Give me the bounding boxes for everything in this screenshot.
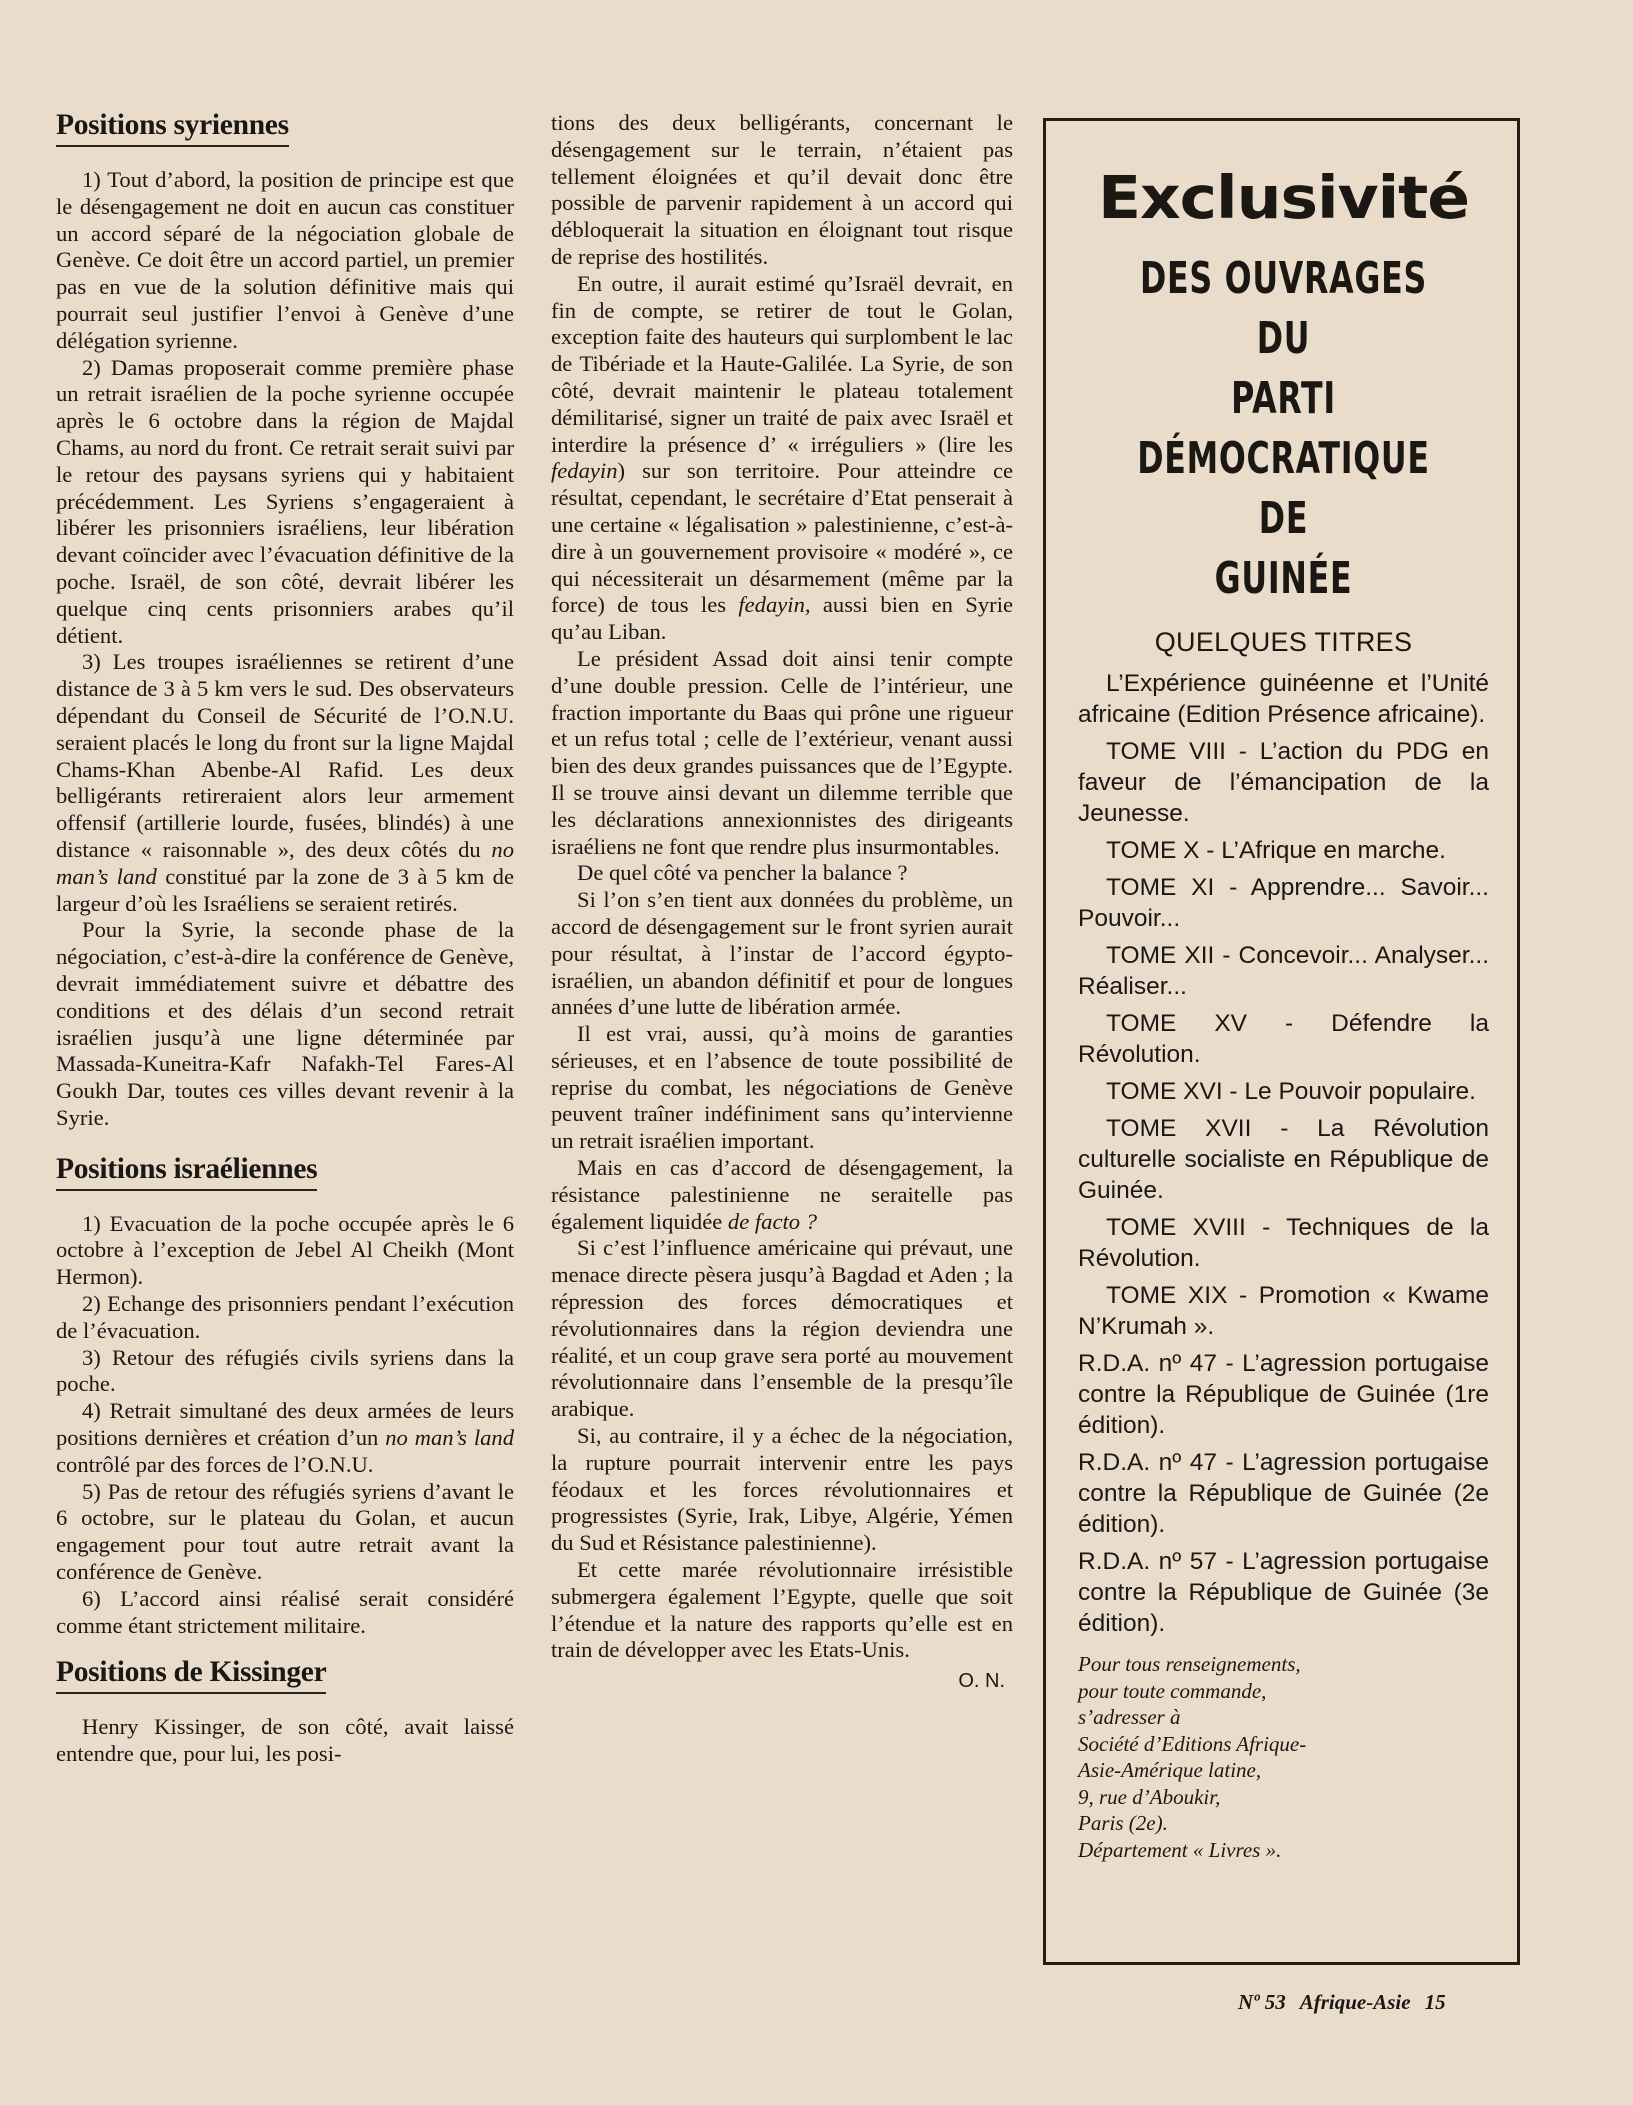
paragraph: 3) Les troupes israéliennes se retirent d’une distance de 3 à 5 km vers le sud. Des observateurs dépendant du Conseil de Sécurité de l’O.N.U. seraient placés le long du front sur la ligne Majdal Chams-Khan Abenbe-Al Rafid. Les deux belligérants retireraient alors leur armement offensif (artillerie lourde, fusées, blindés) à une distance « raisonnable », des deux côtés du no man’s land constitué par la zone de 3 à 5 km de largeur d’où les Israéliens se seraient retirés.	[56, 649, 514, 916]
contact-line: Paris (2e).	[1078, 1811, 1168, 1835]
issue-number: Nº 53	[1238, 1990, 1286, 2014]
article-column-1	[56, 108, 514, 1768]
magazine-name: Afrique-Asie	[1299, 1990, 1411, 2014]
page-number: 15	[1424, 1990, 1446, 2014]
paragraph: Si, au contraire, il y a échec de la négociation, la rupture pourrait intervenir entre les pays féodaux et les forces révolutionnaires et progressistes (Syrie, Irak, Libye, Algérie, Yémen du Sud et Résistance palestinienne).	[551, 1423, 1013, 1556]
page-footer	[1238, 1990, 1568, 2015]
book-title: TOME X - L’Afrique en marche.	[1106, 837, 1446, 864]
contact-line: Pour tous renseignements,	[1078, 1652, 1301, 1676]
ad-contact-info	[1078, 1651, 1489, 1863]
book-title: TOME VIII - L’action du PDG en faveur de l’émancipation de la Jeunesse.	[1078, 738, 1489, 827]
paragraph: Si l’on s’en tient aux données du problème, un accord de désengagement sur le front syrien aurait pour résultat, à l’instar de l’accord égypto-israélien, un abandon définitif et pour de longues années d’une lutte de libération armée.	[551, 887, 1013, 1020]
book-title: TOME XIX - Promotion « Kwame N’Krumah ».	[1078, 1282, 1489, 1340]
ad-line: DU	[1256, 313, 1311, 364]
paragraph: tions des deux belligérants, concernant le désengagement sur le terrain, n’étaient pas tellement éloignées et qu’il devait donc être possible de parvenir rapidement à un accord qui débloquerait la situation en éloignant tout risque de reprise des hostilités.	[551, 110, 1013, 269]
contact-line: Département « Livres ».	[1078, 1837, 1282, 1862]
paragraph: 2) Echange des prisonniers pendant l’exécution de l’évacuation.	[56, 1291, 514, 1343]
paragraph: Il est vrai, aussi, qu’à moins de garanties sérieuses, et en l’absence de toute possibilité de reprise du combat, les négociations de Genève peuvent traîner indéfiniment sans qu’intervienne un retrait israélien important.	[551, 1021, 1013, 1154]
book-title: TOME XV - Défendre la Révolution.	[1078, 1010, 1489, 1068]
book-title: TOME XVII - La Révolution culturelle socialiste en République de Guinée.	[1078, 1115, 1489, 1204]
paragraph: 2) Damas proposerait comme première phase un retrait israélien de la poche syrienne occupée après le 6 octobre dans la région de Majdal Chams, au nord du front. Ce retrait serait suivi par le retour des paysans syriens qui y habitaient précédemment. Les Syriens s’engageraient à libérer les prisonniers israéliens, leur libération devant coïncider avec l’évacuation définitive de la poche. Israël, de son côté, devrait libérer les quelque cinq cents prisonniers arabes qu’il détient.	[56, 354, 514, 648]
ad-line: DE	[1258, 493, 1309, 544]
contact-line: 9, rue d’Aboukir,	[1078, 1784, 1221, 1809]
ad-subhead: QUELQUES TITRES	[1154, 627, 1413, 657]
book-title: L’Expérience guinéenne et l’Unité africaine (Edition Présence africaine).	[1078, 670, 1489, 728]
book-title: TOME XVI - Le Pouvoir populaire.	[1106, 1078, 1476, 1105]
heading-positions-syriennes: Positions syriennes	[56, 108, 289, 147]
contact-line: Asie-Amérique latine,	[1078, 1758, 1262, 1782]
book-title: TOME XVIII - Techniques de la Révolution.	[1078, 1214, 1489, 1272]
paragraph: Pour la Syrie, la seconde phase de la négociation, c’est-à-dire la conférence de Genève, devrait immédiatement suivre et débattre des conditions et des délais d’un second retrait israélien jusqu’à une ligne déterminée par Massada-Kuneitra-Kafr Nafakh-Tel Fares-Al Goukh Dar, toutes ces villes devant revenir à la Syrie.	[56, 917, 514, 1130]
contact-line: s’adresser à	[1078, 1705, 1181, 1729]
advertisement-box	[1043, 118, 1520, 1965]
paragraph: 1) Tout d’abord, la position de principe est que le désengagement ne doit en aucun cas constituer un accord séparé de la négociation globale de Genève. Ce doit être un accord partiel, un premier pas en vue de la solution définitive mais qui pourrait seul justifier l’envoi à Genève d’une délégation syrienne.	[56, 167, 514, 353]
paragraph: Et cette marée révolutionnaire irrésistible submergera également l’Egypte, quelle que soit l’étendue et la nature des rapports qu’elle est en train de développer avec les Etats-Unis.	[551, 1557, 1013, 1663]
paragraph: De quel côté va pencher la balance ?	[577, 860, 908, 886]
paragraph: En outre, il aurait estimé qu’Israël devrait, en fin de compte, se retirer de tout le Golan, exception faite des hauteurs qui surplombent le lac de Tibériade et la Haute-Galilée. La Syrie, de son côté, devrait maintenir le plateau totalement démilitarisé, signer un traité de paix avec Israël et interdire la présence d’ « irréguliers » (lire les fedayin) sur son territoire. Pour atteindre ce résultat, cependant, le secrétaire d’Etat penserait à une certaine « légalisation » palestinienne, c’est-à-dire à un gouvernement provisoire « modéré », ce qui nécessiterait un désarmement (même par la force) de tous les fedayin, aussi bien en Syrie qu’au Liban.	[551, 270, 1013, 645]
book-title-list	[1078, 668, 1489, 1639]
paragraph: 3) Retour des réfugiés civils syriens dans la poche.	[56, 1344, 514, 1397]
ad-headline: Exclusivité	[1097, 163, 1470, 232]
article-column-2	[551, 110, 1013, 1695]
paragraph: 6) L’accord ainsi réalisé serait considéré comme étant strictement militaire.	[56, 1585, 514, 1638]
ad-line: DES OUVRAGES	[1140, 253, 1427, 304]
paragraph: Henry Kissinger, de son côté, avait laissé entendre que, pour lui, les posi-	[56, 1714, 514, 1767]
author-signature: O. N.	[958, 1670, 1005, 1693]
paragraph: 1) Evacuation de la poche occupée après le 6 octobre à l’exception de Jebel Al Cheikh (Mont Hermon).	[56, 1210, 514, 1290]
book-title: TOME XI - Apprendre... Savoir... Pouvoir...	[1078, 874, 1489, 932]
ad-line: DÉMOCRATIQUE	[1137, 433, 1430, 484]
paragraph: Si c’est l’influence américaine qui prévaut, une menace directe pèsera jusqu’à Bagdad et Aden ; la répression des forces démocratiques et révolutionnaires dans la région deviendra une réalité, et un coup grave sera porté au mouvement révolutionnaire dans l’ensemble de la presqu’île arabique.	[551, 1235, 1013, 1422]
book-title: R.D.A. nº 47 - L’agression portugaise contre la République de Guinée (1re édition).	[1078, 1350, 1489, 1439]
paragraph: Le président Assad doit ainsi tenir compte d’une double pression. Celle de l’intérieur, une fraction importante du Baas qui prône une rigueur et un refus total ; celle de l’extérieur, venant aussi bien des deux grandes puissances que de l’Egypte. Il se trouve ainsi devant un dilemme terrible que les déclarations annexionnistes des dirigeants israéliens ne font que rendre plus insurmontables.	[551, 645, 1013, 859]
heading-positions-de-kissinger: Positions de Kissinger	[56, 1655, 326, 1694]
contact-line: pour toute commande,	[1078, 1678, 1267, 1703]
paragraph: 4) Retrait simultané des deux armées de leurs positions dernières et création d’un no man’s land contrôlé par des forces de l’O.N.U.	[56, 1398, 515, 1477]
paragraph: 5) Pas de retour des réfugiés syriens d’avant le 6 octobre, sur le plateau du Golan, et aucun engagement pour tout autre retrait avant la conférence de Genève.	[56, 1478, 514, 1585]
book-title: R.D.A. nº 47 - L’agression portugaise contre la République de Guinée (2e édition).	[1078, 1449, 1489, 1538]
contact-line: Société d’Editions Afrique-	[1078, 1731, 1307, 1756]
paragraph: Mais en cas d’accord de désengagement, la résistance palestinienne ne seraitelle pas également liquidée de facto ?	[551, 1155, 1013, 1234]
heading-positions-israeliennes: Positions israéliennes	[56, 1152, 317, 1191]
ad-line: PARTI	[1231, 373, 1336, 424]
book-title: R.D.A. nº 57 - L’agression portugaise contre la République de Guinée (3e édition).	[1078, 1548, 1489, 1637]
book-title: TOME XII - Concevoir... Analyser... Réaliser...	[1078, 942, 1489, 1000]
ad-line: GUINÉE	[1214, 553, 1353, 604]
